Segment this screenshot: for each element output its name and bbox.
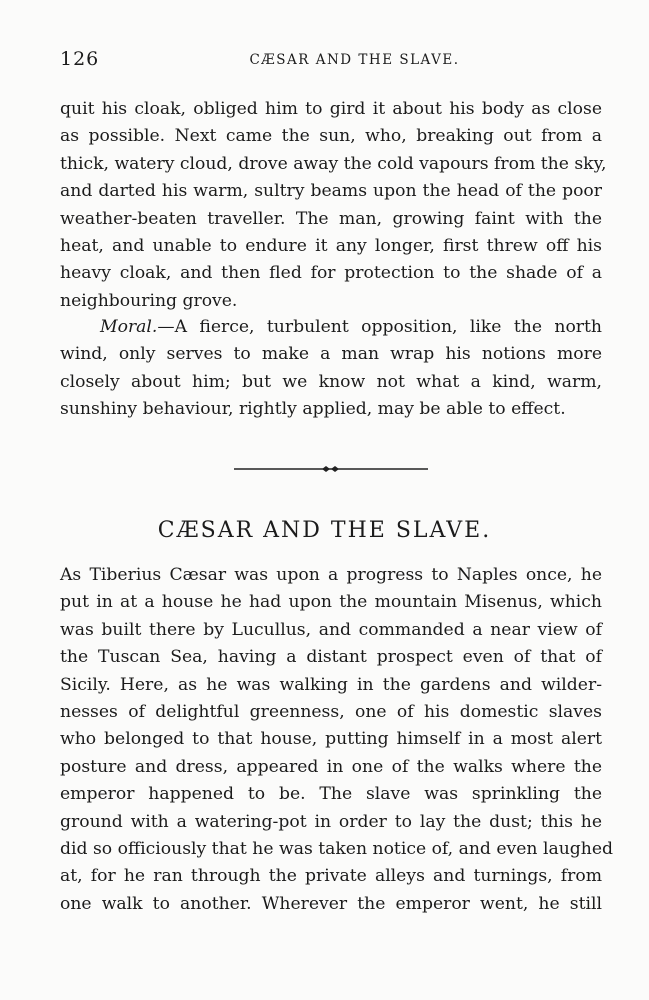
moral-first-line	[60, 314, 602, 341]
text-line: as possible. Next came the sun, who, breaking out from a	[60, 126, 602, 147]
text-line: closely about him; but we know not what a kind, warm,	[60, 371, 602, 392]
text-line: put in at a house he had upon the mountain Misenus, which	[60, 592, 602, 613]
section-divider-ornament	[234, 461, 428, 477]
text-line: heat, and unable to endure it any longer, first threw off his	[60, 236, 602, 257]
text-line: one walk to another. Wherever the emperor went, he still	[60, 893, 602, 914]
text-line: As Tiberius Cæsar was upon a progress to Naples once, he	[60, 565, 602, 585]
text-line: and darted his warm, sultry beams upon the head of the poor	[60, 181, 602, 202]
moral-first-line-text: —A fierce, turbulent opposition, like the north	[157, 317, 602, 337]
text-line: the Tuscan Sea, having a distant prospect even of that of	[60, 647, 602, 668]
text-line: weather-beaten traveller. The man, growing faint with the	[60, 208, 602, 229]
running-head: CÆSAR AND THE SLAVE.	[249, 52, 460, 68]
text-line: who belonged to that house, putting himself in a most alert	[60, 729, 602, 750]
text-line: emperor happened to be. The slave was sprinkling the	[60, 784, 602, 805]
text-line: ground with a watering-pot in order to lay the dust; this he	[60, 811, 602, 832]
text-line: was built there by Lucullus, and commanded a near view of	[60, 619, 602, 640]
text-line: thick, watery cloud, drove away the cold vapours from the sky,	[60, 153, 607, 174]
text-line: sunshiny behaviour, rightly applied, may be able to effect.	[60, 399, 566, 420]
page-number: 126	[60, 48, 100, 70]
text-line: nesses of delightful greenness, one of his domestic slaves	[60, 702, 602, 723]
moral-label: Moral.	[100, 317, 158, 337]
text-line: heavy cloak, and then fled for protection to the shade of a	[60, 263, 602, 284]
page-header	[60, 48, 589, 76]
paragraph-caesar-story	[60, 562, 614, 918]
section-title: CÆSAR AND THE SLAVE.	[157, 518, 492, 543]
text-line: at, for he ran through the private alleys and turnings, from	[60, 866, 602, 887]
text-line: Sicily. Here, as he was walking in the gardens and wilder-	[60, 674, 602, 695]
text-line: did so officiously that he was taken notice of, and even laughed	[60, 839, 614, 860]
text-line: quit his cloak, obliged him to gird it about his body as close	[60, 99, 602, 119]
paragraph-fable-ending	[60, 96, 607, 315]
text-line: neighbouring grove.	[60, 290, 238, 311]
text-line: posture and dress, appeared in one of the walks where the	[60, 756, 602, 777]
text-line: wind, only serves to make a man wrap his notions more	[60, 344, 602, 365]
moral-paragraph	[60, 314, 602, 424]
